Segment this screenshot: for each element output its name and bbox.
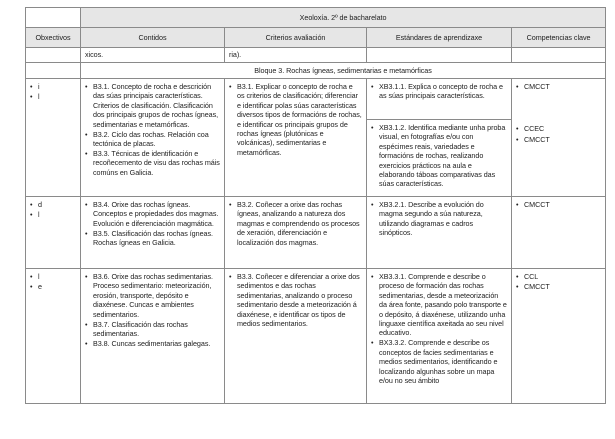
continuation-criteria: ria). [225, 48, 367, 63]
standard-box [367, 123, 511, 189]
column-header-row [26, 28, 606, 48]
contents-cell [81, 197, 225, 269]
competence-item: • CCL [516, 272, 601, 281]
title-corner-cell [26, 8, 81, 28]
contents-cell [81, 269, 225, 404]
objective-item: • i [30, 82, 76, 91]
continuation-standards-cell [367, 48, 512, 63]
objective-item: • l [30, 92, 76, 101]
continuation-row [26, 48, 606, 63]
col-header-objectives: Obxectivos [26, 28, 81, 48]
objectives-cell [26, 197, 81, 269]
criterion-item: • B3.2. Coñecer a orixe das rochas ígneas, analizando a natureza dos magmas e comprendendo os procesos de xeración, diferenciación e localización dos magmas. [229, 200, 362, 247]
content-item: • B3.8. Cuncas sedimentarias galegas. [85, 339, 220, 348]
col-header-standards: Estándares de aprendizaxe [367, 28, 512, 48]
content-item: • B3.6. Orixe das rochas sedimentarias. Proceso sedimentario: meteorización, erosión, transporte, depósito e diaxénese. Cuncas e ambientes sedimentarios. [85, 272, 220, 319]
standards-cell [367, 79, 512, 197]
standard-item: • XB3.3.1. Comprende e describe o proceso de formación das rochas sedimentarias, desde a meteorización da área fonte, pasando polo transporte e o depósito, á diaxénese, utilizando unha linguaxe científica axeitada ao seu nivel educativo. [371, 272, 507, 338]
standard-box [367, 82, 511, 120]
competence-item: • CMCCT [516, 200, 601, 209]
criteria-cell [225, 197, 367, 269]
col-header-competences: Competencias clave [512, 28, 606, 48]
competence-item: • CMCCT [516, 135, 601, 144]
competences-cell [512, 197, 606, 269]
table-title: Xeoloxía. 2º de bacharelato [81, 8, 606, 28]
criterion-item: • B3.3. Coñecer e diferenciar a orixe dos sedimentos e das rochas sedimentarias, analizando o proceso sedimentario desde a meteorización á diaxénese, e identificar os tipos de medios sedimentarios. [229, 272, 362, 328]
continuation-contents: xicos. [81, 48, 225, 63]
col-header-contents: Contidos [81, 28, 225, 48]
competence-item: • CCEC [516, 124, 601, 133]
content-item: • B3.1. Concepto de rocha e descrición das súas principais características. Criterios de clasificación. Clasificación dos principais grupos de rochas ígneas, sedimentarias e metamórficas. [85, 82, 220, 129]
competences-cell [512, 269, 606, 404]
criteria-cell [225, 269, 367, 404]
competence-item: • CMCCT [516, 82, 601, 91]
standard-item: • XB3.1.1. Explica o concepto de rocha e as súas principais características. [371, 82, 507, 101]
table-row [26, 79, 606, 197]
table-row [26, 197, 606, 269]
content-item: • B3.3. Técnicas de identificación e recoñecemento de visu das rochas máis comúns en Galicia. [85, 149, 220, 177]
col-header-criteria: Criterios avaliación [225, 28, 367, 48]
competences-cell [512, 79, 606, 197]
criteria-cell [225, 79, 367, 197]
title-row [26, 8, 606, 28]
objectives-cell [26, 79, 81, 197]
objective-item: • e [30, 282, 76, 291]
standard-item: • BX3.3.2. Comprende e describe os conceptos de facies sedimentarias e medios sedimentarios, identificando e localizando algunhas sobre un mapa e/ou no seu ámbito [371, 338, 507, 385]
table-row [26, 269, 606, 404]
objective-item: • d [30, 200, 76, 209]
block-objectives-cell [26, 63, 81, 79]
standard-item: • XB3.1.2. Identifica mediante unha proba visual, en fotografías e/ou con espécimes reais, variedades e formacións de rochas, realizando exercicios prácticos na aula e elaborando táboas comparativas das súas características. [371, 123, 507, 189]
objective-item: • l [30, 272, 76, 281]
standard-item: • XB3.2.1. Describe a evolución do magma segundo a súa natureza, utilizando diagramas e cadros sinópticos. [371, 200, 507, 238]
block-title: Bloque 3. Rochas ígneas, sedimentarias e metamórficas [81, 63, 606, 79]
standards-cell [367, 197, 512, 269]
objectives-cell [26, 269, 81, 404]
block-title-row [26, 63, 606, 79]
continuation-competences-cell [512, 48, 606, 63]
content-item: • B3.7. Clasificación das rochas sedimentarias. [85, 320, 220, 339]
content-item: • B3.5. Clasificación das rochas ígneas. Rochas ígneas en Galicia. [85, 229, 220, 248]
competence-item: • CMCCT [516, 282, 601, 291]
criterion-item: • B3.1. Explicar o concepto de rocha e os criterios de clasificación; diferenciar e identificar polas súas características diversos tipos de formacións de rochas, e identificar os principais grupos de rochas ígneas (plutónicas e volcánicas), sedimentarias e metamórficas. [229, 82, 362, 157]
standards-cell [367, 269, 512, 404]
curriculum-table [25, 7, 606, 404]
contents-cell [81, 79, 225, 197]
content-item: • B3.2. Ciclo das rochas. Relación coa tectónica de placas. [85, 130, 220, 149]
continuation-objectives-cell [26, 48, 81, 63]
content-item: • B3.4. Orixe das rochas ígneas. Conceptos e propiedades dos magmas. Evolución e diferenciación magmática. [85, 200, 220, 228]
objective-item: • l [30, 210, 76, 219]
